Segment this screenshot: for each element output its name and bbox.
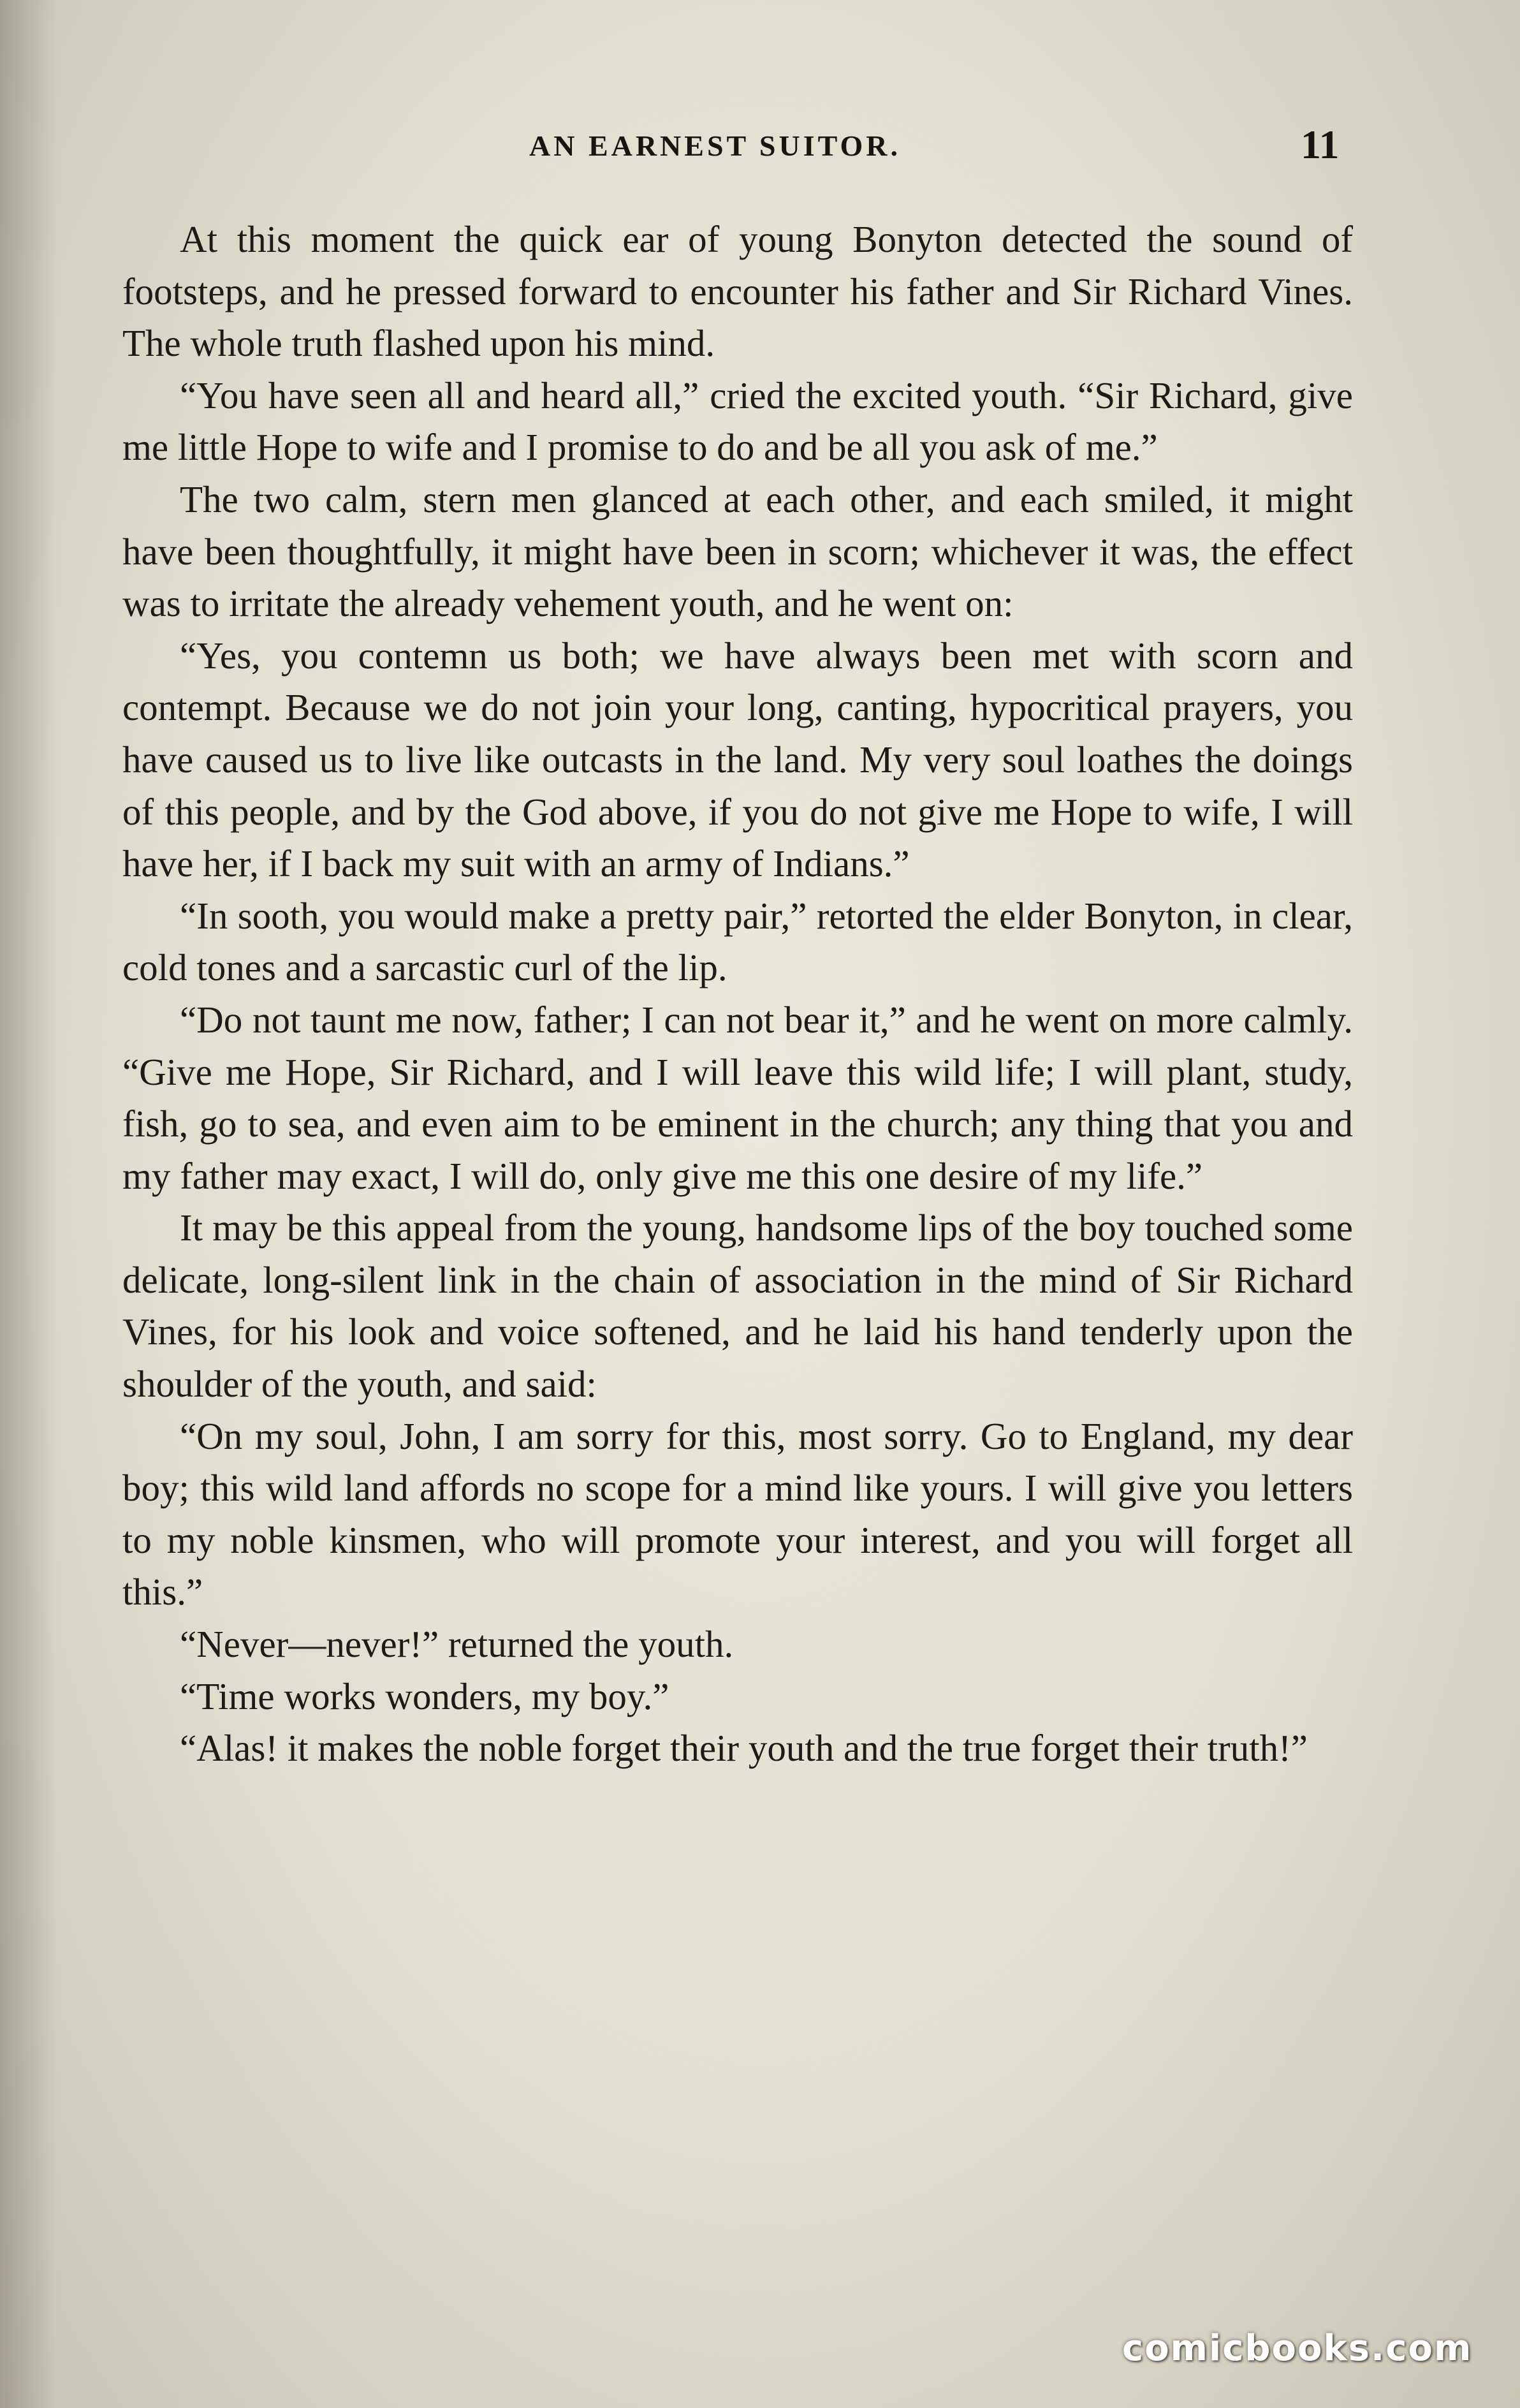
body-text — [122, 214, 1353, 1775]
paragraph: “You have seen all and heard all,” cried the excited youth. “Sir Richard, give me little Hope to wife and I promise to do and be all you ask of me.” — [122, 374, 1353, 469]
paragraph: The two calm, stern men glanced at each other, and each smiled, it might have been thoughtfully, it might have been in scorn; whichever it was, the effect was to irritate the already vehement youth, and he went on: — [122, 478, 1353, 625]
paragraph: “Alas! it makes the noble forget their youth and the true forget their truth!” — [180, 1727, 1308, 1770]
paragraph: “In sooth, you would make a pretty pair,” retorted the elder Bonyton, in clear, cold tones and a sarcastic curl of the lip. — [122, 894, 1353, 989]
page-number: 11 — [1301, 122, 1340, 167]
paragraph: “Do not taunt me now, father; I can not bear it,” and he went on more calmly. “Give me Hope, Sir Richard, and I will leave this wild life; I will plant, study, fish, go to sea, and even aim to be eminent in the church; any thing that you and my father may exact, I will do, only give me this one desire of my life.” — [122, 998, 1353, 1197]
watermark: comicbooks.com — [1122, 2328, 1473, 2369]
page-gutter-shadow — [0, 0, 57, 2408]
paragraph: At this moment the quick ear of young Bonyton detected the sound of footsteps, and he pressed forward to encounter his father and Sir Richard Vines. The whole truth flashed upon his mind. — [122, 218, 1353, 365]
running-head-title: AN EARNEST SUITOR. — [529, 129, 901, 162]
paragraph: “Yes, you contemn us both; we have always been met with scorn and contempt. Because we do not join your long, canting, hypocritical prayers, you have caused us to live like outcasts in the land. My very soul loathes the doings of this people, and by the God above, if you do not give me Hope to wife, I will have her, if I back my suit with an army of Indians.” — [122, 634, 1353, 885]
paragraph: “Never—never!” returned the youth. — [180, 1623, 734, 1666]
paragraph: “Time works wonders, my boy.” — [180, 1675, 669, 1717]
running-head — [0, 121, 1520, 172]
paragraph: “On my soul, John, I am sorry for this, most sorry. Go to England, my dear boy; this wild land affords no scope for a mind like yours. I will give you letters to my noble kinsmen, who will promote your interest, and you will forget all this.” — [122, 1414, 1353, 1613]
paragraph: It may be this appeal from the young, handsome lips of the boy touched some delicate, long-silent link in the chain of association in the mind of Sir Richard Vines, for his look and voice softened, and he laid his hand tenderly upon the shoulder of the youth, and said: — [122, 1207, 1353, 1406]
